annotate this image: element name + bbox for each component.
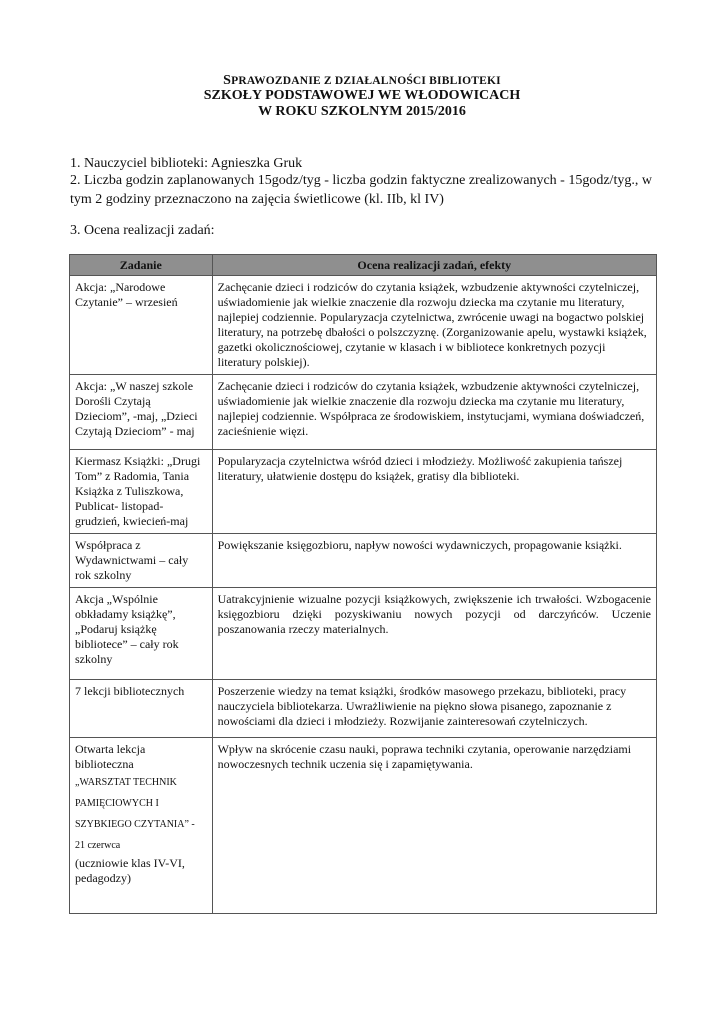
evaluation-cell: Uatrakcyjnienie wizualne pozycji książkowych, zwiększenie ich trwałości. Wzbogacenie księgozbioru dzięki pozyskiwaniu nowych pozycji od darczyńców. Uczenie poszanowania rzeczy materialnych. (212, 588, 656, 680)
tasks-evaluation-heading: 3. Ocena realizacji zadań: (70, 223, 215, 238)
task-line: „WARSZTAT TECHNIK (75, 777, 177, 788)
table-row (70, 534, 657, 588)
evaluation-cell: Zachęcanie dzieci i rodziców do czytania książek, wzbudzenie aktywności czytelniczej, uświadomienie jak wielkie znaczenie dla rozwoju dziecka ma czytanie mu literatury, najlepiej codziennie. Współpraca ze środowiskiem, instytucjami, wymiana doświadczeń, zacieśnienie więzi. (212, 375, 656, 450)
evaluation-cell: Wpływ na skrócenie czasu nauki, poprawa techniki czytania, operowanie narzędziami nowoczesnych technik uczenia się i zapamiętywania. (212, 738, 656, 914)
evaluation-cell: Zachęcanie dzieci i rodziców do czytania książek, wzbudzenie aktywności czytelniczej, uświadomienie jak wielkie znaczenie dla rozwoju dziecka ma czytanie mu literatury, najlepiej codziennie. Popularyzacja czytelnictwa, zwrócenie uwagi na bogactwo polskiej literatury, na potrzebę dbałości o polszczyznę. (Zorganizowanie apelu, wystawki książek, gazetki okolicznościowej, czytanie w klasach i w bibliotece konkretnych pozycji literatury polskiej). (212, 276, 656, 375)
title-rest: PRAWOZDANIE Z DZIAŁALNOŚCI BIBLIOTEKI (231, 75, 501, 87)
table-row (70, 738, 657, 914)
evaluation-cell: Popularyzacja czytelnictwa wśród dzieci i młodzieży. Możliwość zakupienia tańszej literatury, ułatwienie dostępu do książek, gratisy dla biblioteki. (212, 450, 656, 534)
column-header-evaluation: Ocena realizacji zadań, efekty (212, 255, 656, 276)
evaluation-cell: Powiększanie księgozbioru, napływ nowości wydawniczych, propagowanie książki. (212, 534, 656, 588)
table-header-row (70, 255, 657, 276)
task-cell: Kiermasz Książki: „Drugi Tom” z Radomia, Tania Książka z Tuliszkowa, Publicat- listopad-grudzień, kwiecień-maj (70, 450, 213, 534)
task-line: Otwarta lekcja biblioteczna (75, 742, 146, 771)
task-line: PAMIĘCIOWYCH I (75, 798, 159, 809)
task-cell: Współpraca z Wydawnictwami – cały rok szkolny (70, 534, 213, 588)
hours-info: 2. Liczba godzin zaplanowanych 15godz/tyg - liczba godzin faktyczne zrealizowanych - 15godz/tyg., w tym 2 godziny przeznaczono na zajęcia świetlicowe (kl. IIb, kl IV) (70, 173, 652, 207)
table-row (70, 450, 657, 534)
task-cell: 7 lekcji bibliotecznych (70, 680, 213, 738)
tasks-table (69, 254, 657, 914)
task-cell: Akcja „Wspólnie obkładamy książkę”, „Podaruj książkę bibliotece” – cały rok szkolny (70, 588, 213, 680)
table-row (70, 276, 657, 375)
evaluation-cell: Poszerzenie wiedzy na temat książki, środków masowego przekazu, biblioteki, pracy nauczyciela bibliotekarza. Uwrażliwienie na piękno słowa pisanego, zapoznanie z nowościami dla dzieci i młodzieży. Rozwijanie zainteresowań czytelniczych. (212, 680, 656, 738)
task-line: SZYBKIEGO CZYTANIA” - (75, 819, 195, 830)
task-cell (70, 738, 213, 914)
report-title-line-2: SZKOŁY PODSTAWOWEJ WE WŁODOWICACH (203, 88, 521, 103)
task-cell: Akcja: „W naszej szkole Dorośli Czytają Dzieciom”, -maj, „Dzieci Czytają Dzieciom” - maj (70, 375, 213, 450)
report-title-line-3: W ROKU SZKOLNYM 2015/2016 (258, 104, 466, 119)
table-row (70, 375, 657, 450)
task-line: 21 czerwca (75, 840, 121, 851)
column-header-task: Zadanie (70, 255, 213, 276)
librarian-info: 1. Nauczyciel biblioteki: Agnieszka Gruk (70, 156, 303, 171)
title-initial: S (223, 73, 232, 88)
task-line: (uczniowie klas IV-VI, pedagodzy) (75, 856, 185, 885)
table-row (70, 588, 657, 680)
table-row (70, 680, 657, 738)
task-cell: Akcja: „Narodowe Czytanie” – wrzesień (70, 276, 213, 375)
